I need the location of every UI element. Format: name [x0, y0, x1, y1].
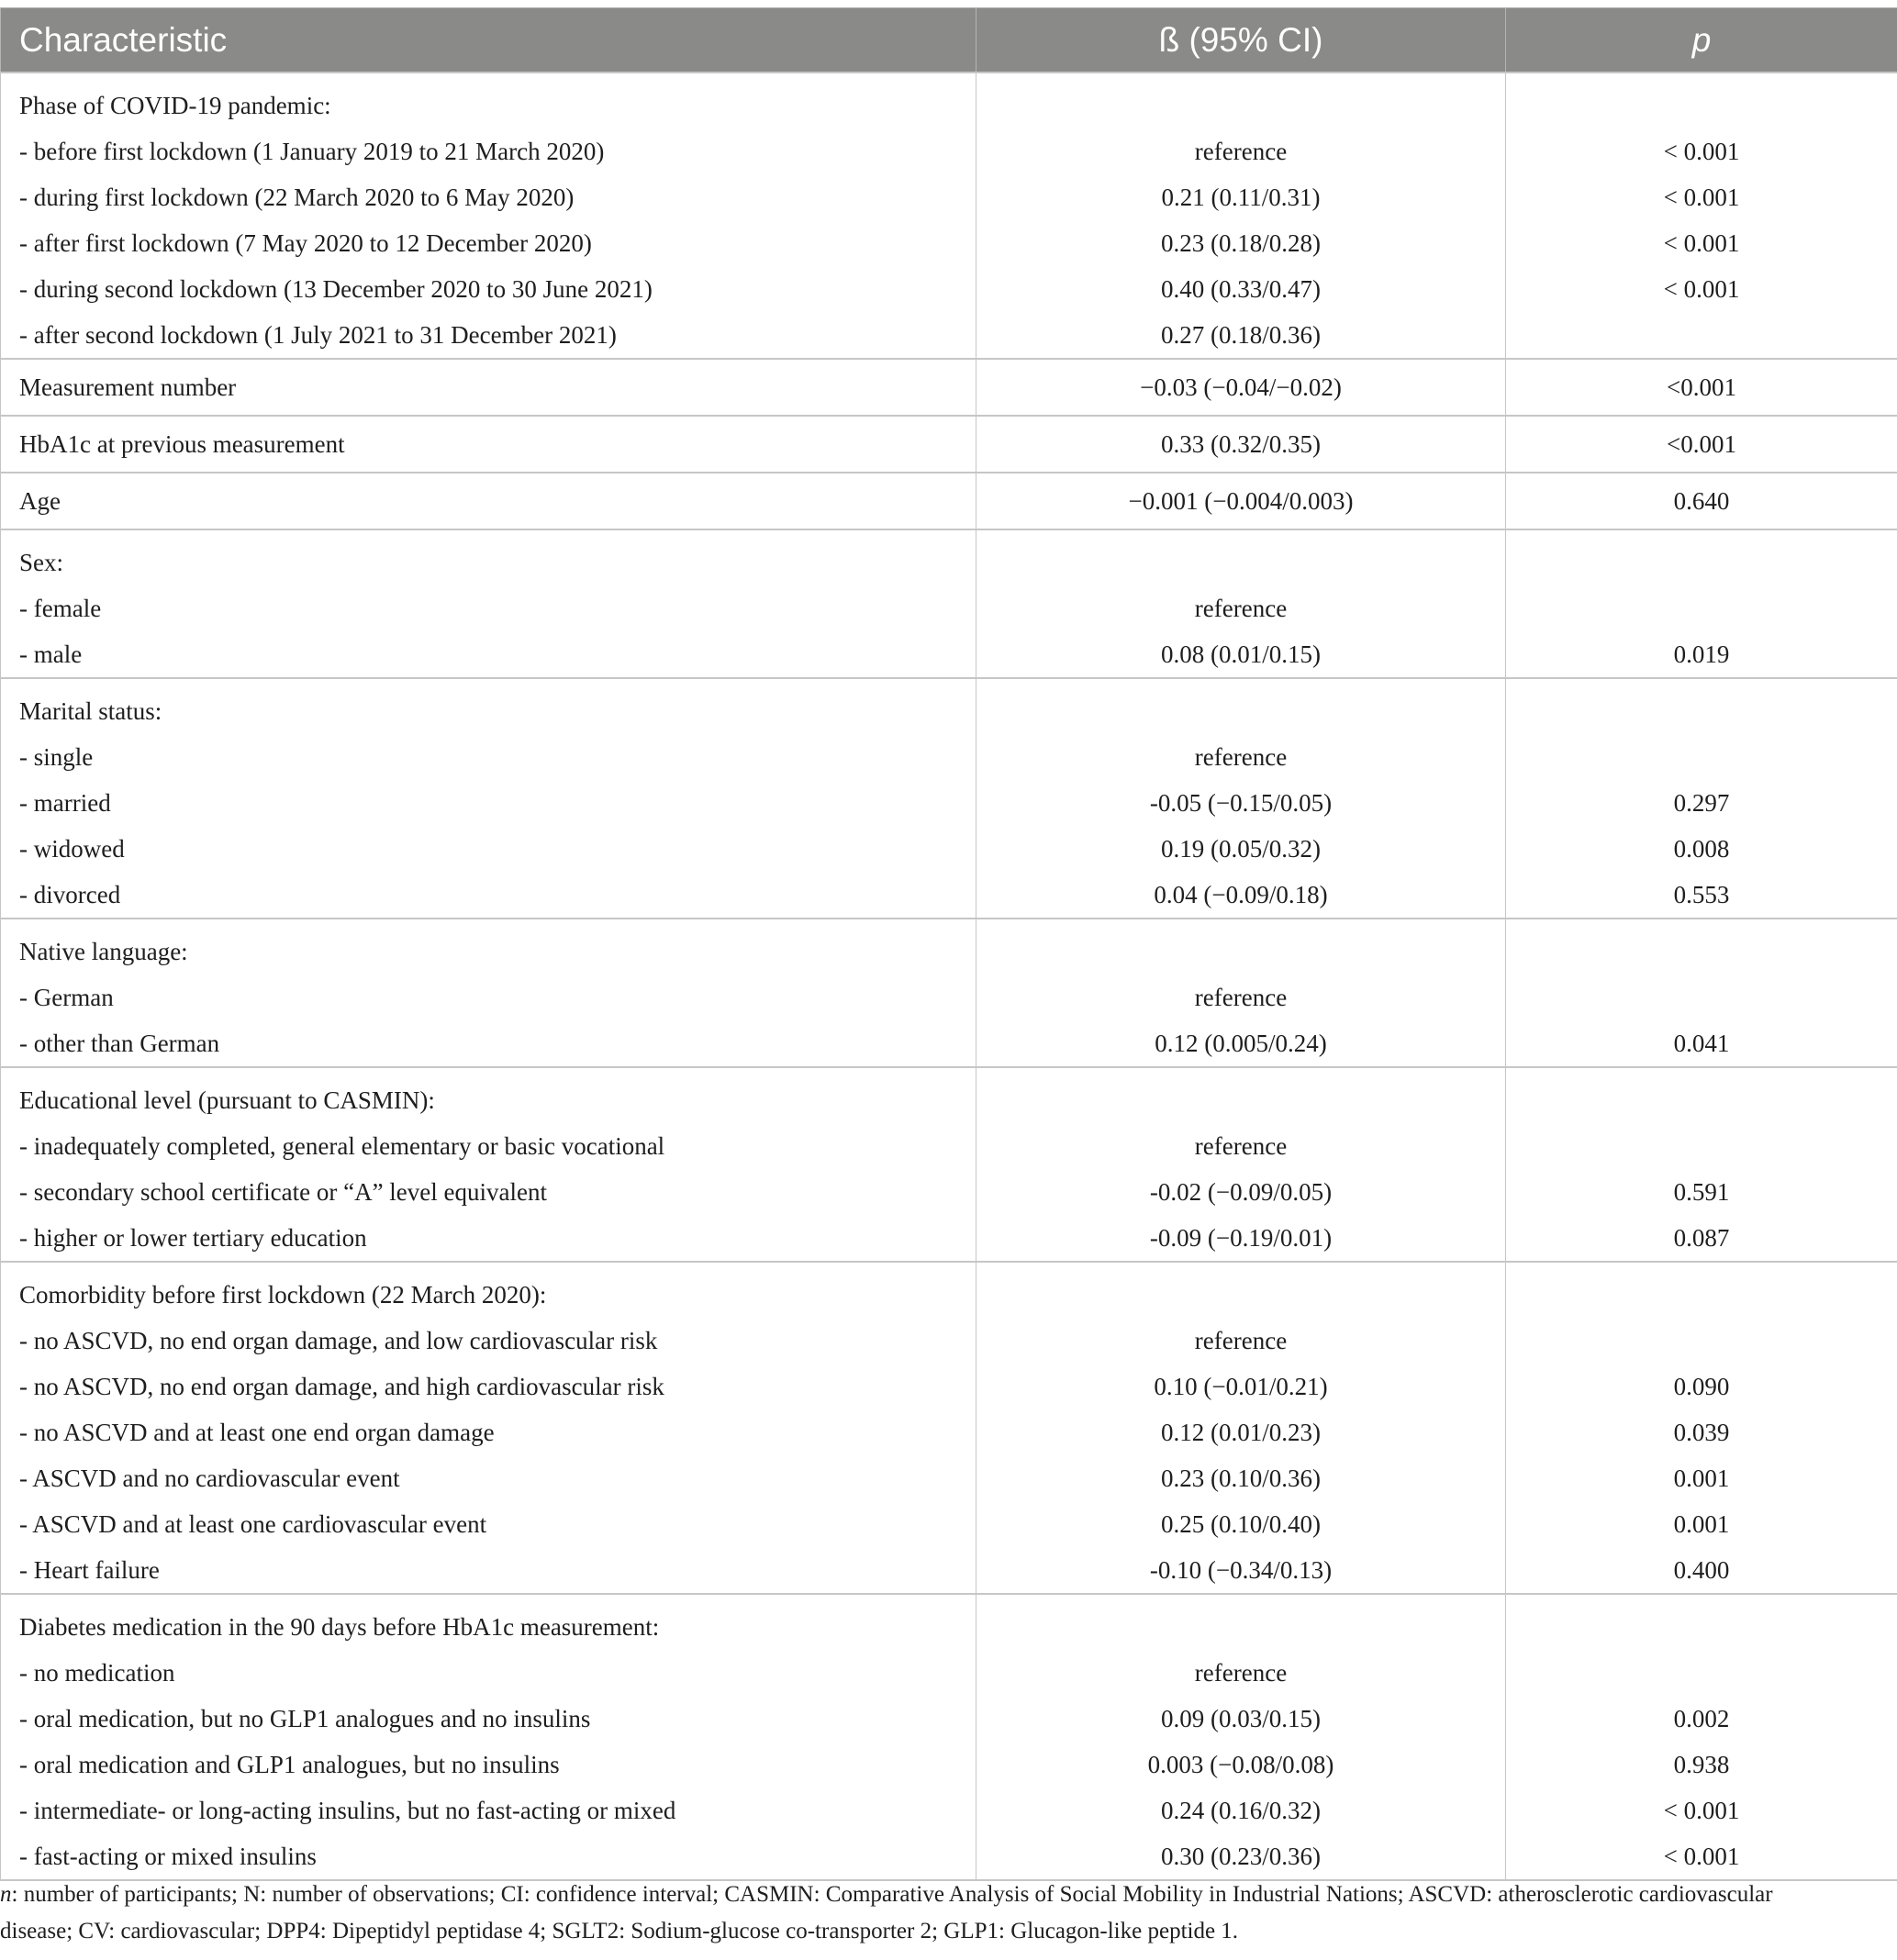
beta-cell: reference	[976, 1123, 1506, 1169]
beta-cell: 0.19 (0.05/0.32)	[976, 826, 1506, 872]
characteristic-cell: - no ASCVD, no end organ damage, and low cardiovascular risk	[1, 1318, 976, 1364]
beta-cell	[976, 919, 1506, 974]
table-row	[1, 1169, 1897, 1215]
group-title-cell: Educational level (pursuant to CASMIN):	[1, 1067, 976, 1123]
group-title-row	[1, 1594, 1897, 1650]
p-value-cell: < 0.001	[1506, 174, 1897, 220]
table-body	[1, 72, 1897, 1880]
beta-cell: 0.10 (−0.01/0.21)	[976, 1364, 1506, 1409]
characteristic-cell: - male	[1, 631, 976, 678]
table-header	[1, 8, 1897, 73]
table-row	[1, 1696, 1897, 1742]
p-value-cell	[1506, 1262, 1897, 1318]
group-title-row	[1, 72, 1897, 128]
p-value-cell	[1506, 1067, 1897, 1123]
characteristic-cell: - ASCVD and no cardiovascular event	[1, 1455, 976, 1501]
regression-table	[0, 7, 1897, 1881]
table-row	[1, 128, 1897, 174]
p-value-cell: 0.400	[1506, 1547, 1897, 1594]
p-value-cell	[1506, 72, 1897, 128]
beta-cell	[976, 72, 1506, 128]
characteristic-cell: Measurement number	[1, 359, 976, 416]
table-row	[1, 1833, 1897, 1880]
beta-cell: −0.03 (−0.04/−0.02)	[976, 359, 1506, 416]
characteristic-cell: - oral medication, but no GLP1 analogues and no insulins	[1, 1696, 976, 1742]
table-row	[1, 585, 1897, 631]
group-title-row	[1, 1067, 1897, 1123]
characteristic-cell: - secondary school certificate or “A” level equivalent	[1, 1169, 976, 1215]
beta-cell: -0.02 (−0.09/0.05)	[976, 1169, 1506, 1215]
beta-cell: 0.40 (0.33/0.47)	[976, 266, 1506, 312]
table-row	[1, 1787, 1897, 1833]
p-value-cell: 0.008	[1506, 826, 1897, 872]
p-value-cell	[1506, 974, 1897, 1020]
table-row	[1, 1318, 1897, 1364]
group-title-row	[1, 919, 1897, 974]
p-value-cell: 0.001	[1506, 1501, 1897, 1547]
p-value-cell: < 0.001	[1506, 266, 1897, 312]
table-row	[1, 974, 1897, 1020]
footnote-line-1	[0, 1876, 1897, 1913]
characteristic-cell: - after second lockdown (1 July 2021 to 31 December 2021)	[1, 312, 976, 359]
characteristic-cell: Age	[1, 473, 976, 529]
beta-cell: -0.09 (−0.19/0.01)	[976, 1215, 1506, 1262]
beta-cell: reference	[976, 974, 1506, 1020]
beta-cell: -0.05 (−0.15/0.05)	[976, 780, 1506, 826]
beta-cell: 0.09 (0.03/0.15)	[976, 1696, 1506, 1742]
table-row	[1, 826, 1897, 872]
characteristic-cell: HbA1c at previous measurement	[1, 416, 976, 473]
table-row	[1, 174, 1897, 220]
table-row	[1, 473, 1897, 529]
beta-cell: 0.003 (−0.08/0.08)	[976, 1742, 1506, 1787]
table-row	[1, 872, 1897, 919]
beta-cell: −0.001 (−0.004/0.003)	[976, 473, 1506, 529]
group-title-row	[1, 529, 1897, 585]
p-value-cell: 0.553	[1506, 872, 1897, 919]
beta-cell: 0.21 (0.11/0.31)	[976, 174, 1506, 220]
characteristic-cell: - no ASCVD and at least one end organ damage	[1, 1409, 976, 1455]
characteristic-cell: - during second lockdown (13 December 2020 to 30 June 2021)	[1, 266, 976, 312]
table-row	[1, 1501, 1897, 1547]
footnote-line-2: disease; CV: cardiovascular; DPP4: Dipeptidyl peptidase 4; SGLT2: Sodium-glucose co-transporter 2; GLP1: Glucagon-like peptide 1.	[0, 1919, 1239, 1943]
p-value-cell	[1506, 312, 1897, 359]
group-title-cell: Native language:	[1, 919, 976, 974]
beta-cell: reference	[976, 585, 1506, 631]
table-row	[1, 734, 1897, 780]
table-row	[1, 1123, 1897, 1169]
beta-cell: 0.12 (0.005/0.24)	[976, 1020, 1506, 1067]
p-value-cell	[1506, 1318, 1897, 1364]
p-value-cell	[1506, 1650, 1897, 1696]
table-row	[1, 359, 1897, 416]
table-row	[1, 416, 1897, 473]
group-title-cell: Diabetes medication in the 90 days before HbA1c measurement:	[1, 1594, 976, 1650]
header-characteristic: Characteristic	[1, 8, 976, 73]
table-row	[1, 1215, 1897, 1262]
p-value-cell: 0.591	[1506, 1169, 1897, 1215]
beta-cell: 0.08 (0.01/0.15)	[976, 631, 1506, 678]
p-value-cell: <0.001	[1506, 416, 1897, 473]
table-row	[1, 1020, 1897, 1067]
beta-cell: 0.30 (0.23/0.36)	[976, 1833, 1506, 1880]
p-value-cell: < 0.001	[1506, 220, 1897, 266]
beta-cell: 0.23 (0.18/0.28)	[976, 220, 1506, 266]
p-value-cell	[1506, 919, 1897, 974]
characteristic-cell: - before first lockdown (1 January 2019 to 21 March 2020)	[1, 128, 976, 174]
header-beta: ß (95% CI)	[976, 8, 1506, 73]
beta-cell	[976, 1594, 1506, 1650]
beta-cell: -0.10 (−0.34/0.13)	[976, 1547, 1506, 1594]
table-row	[1, 1742, 1897, 1787]
header-p: p	[1506, 8, 1897, 73]
beta-cell: reference	[976, 1650, 1506, 1696]
beta-cell: reference	[976, 1318, 1506, 1364]
p-value-cell	[1506, 678, 1897, 734]
p-value-cell: 0.041	[1506, 1020, 1897, 1067]
table-footnote	[0, 1876, 1897, 1950]
beta-cell	[976, 1067, 1506, 1123]
group-title-cell: Comorbidity before first lockdown (22 March 2020):	[1, 1262, 976, 1318]
characteristic-cell: - higher or lower tertiary education	[1, 1215, 976, 1262]
p-value-cell: < 0.001	[1506, 128, 1897, 174]
p-value-cell: 0.640	[1506, 473, 1897, 529]
characteristic-cell: - inadequately completed, general elementary or basic vocational	[1, 1123, 976, 1169]
beta-cell	[976, 529, 1506, 585]
characteristic-cell: - single	[1, 734, 976, 780]
characteristic-cell: - female	[1, 585, 976, 631]
p-value-cell	[1506, 585, 1897, 631]
table-row	[1, 220, 1897, 266]
beta-cell	[976, 678, 1506, 734]
p-value-cell: 0.002	[1506, 1696, 1897, 1742]
p-value-cell: < 0.001	[1506, 1787, 1897, 1833]
group-title-cell: Sex:	[1, 529, 976, 585]
characteristic-cell: - divorced	[1, 872, 976, 919]
table-row	[1, 1455, 1897, 1501]
group-title-row	[1, 1262, 1897, 1318]
characteristic-cell: - ASCVD and at least one cardiovascular event	[1, 1501, 976, 1547]
characteristic-cell: - during first lockdown (22 March 2020 to 6 May 2020)	[1, 174, 976, 220]
p-value-cell: 0.297	[1506, 780, 1897, 826]
p-value-cell: < 0.001	[1506, 1833, 1897, 1880]
characteristic-cell: - German	[1, 974, 976, 1020]
group-title-cell: Marital status:	[1, 678, 976, 734]
p-value-cell: 0.039	[1506, 1409, 1897, 1455]
characteristic-cell: - other than German	[1, 1020, 976, 1067]
characteristic-cell: - after first lockdown (7 May 2020 to 12 December 2020)	[1, 220, 976, 266]
table-row	[1, 780, 1897, 826]
beta-cell: 0.33 (0.32/0.35)	[976, 416, 1506, 473]
table-row	[1, 1409, 1897, 1455]
characteristic-cell: - oral medication and GLP1 analogues, but no insulins	[1, 1742, 976, 1787]
table-row	[1, 1547, 1897, 1594]
beta-cell: reference	[976, 128, 1506, 174]
beta-cell: reference	[976, 734, 1506, 780]
table-row	[1, 1650, 1897, 1696]
p-value-cell	[1506, 734, 1897, 780]
p-value-cell	[1506, 1594, 1897, 1650]
p-value-cell: <0.001	[1506, 359, 1897, 416]
table-row	[1, 631, 1897, 678]
table-row	[1, 1364, 1897, 1409]
table-row	[1, 266, 1897, 312]
footnote-text-1: : number of participants; N: number of observations; CI: confidence interval; CASMIN: Comparative Analysis of Social Mobility in Industrial Nations; ASCVD: atherosclerotic cardiovascular	[11, 1882, 1773, 1907]
p-value-cell: 0.090	[1506, 1364, 1897, 1409]
beta-cell: 0.12 (0.01/0.23)	[976, 1409, 1506, 1455]
p-value-cell	[1506, 529, 1897, 585]
beta-cell: 0.23 (0.10/0.36)	[976, 1455, 1506, 1501]
p-value-cell	[1506, 1123, 1897, 1169]
group-title-cell: Phase of COVID-19 pandemic:	[1, 72, 976, 128]
header-row	[1, 8, 1897, 73]
beta-cell	[976, 1262, 1506, 1318]
p-value-cell: 0.019	[1506, 631, 1897, 678]
footnote-n-symbol: n	[0, 1882, 12, 1907]
p-value-cell: 0.001	[1506, 1455, 1897, 1501]
beta-cell: 0.24 (0.16/0.32)	[976, 1787, 1506, 1833]
p-value-cell: 0.087	[1506, 1215, 1897, 1262]
characteristic-cell: - Heart failure	[1, 1547, 976, 1594]
characteristic-cell: - intermediate- or long-acting insulins, but no fast-acting or mixed	[1, 1787, 976, 1833]
p-value-cell: 0.938	[1506, 1742, 1897, 1787]
regression-table-container	[0, 7, 1897, 1881]
characteristic-cell: - fast-acting or mixed insulins	[1, 1833, 976, 1880]
beta-cell: 0.27 (0.18/0.36)	[976, 312, 1506, 359]
characteristic-cell: - widowed	[1, 826, 976, 872]
beta-cell: 0.25 (0.10/0.40)	[976, 1501, 1506, 1547]
table-row	[1, 312, 1897, 359]
group-title-row	[1, 678, 1897, 734]
beta-cell: 0.04 (−0.09/0.18)	[976, 872, 1506, 919]
characteristic-cell: - married	[1, 780, 976, 826]
characteristic-cell: - no medication	[1, 1650, 976, 1696]
characteristic-cell: - no ASCVD, no end organ damage, and high cardiovascular risk	[1, 1364, 976, 1409]
